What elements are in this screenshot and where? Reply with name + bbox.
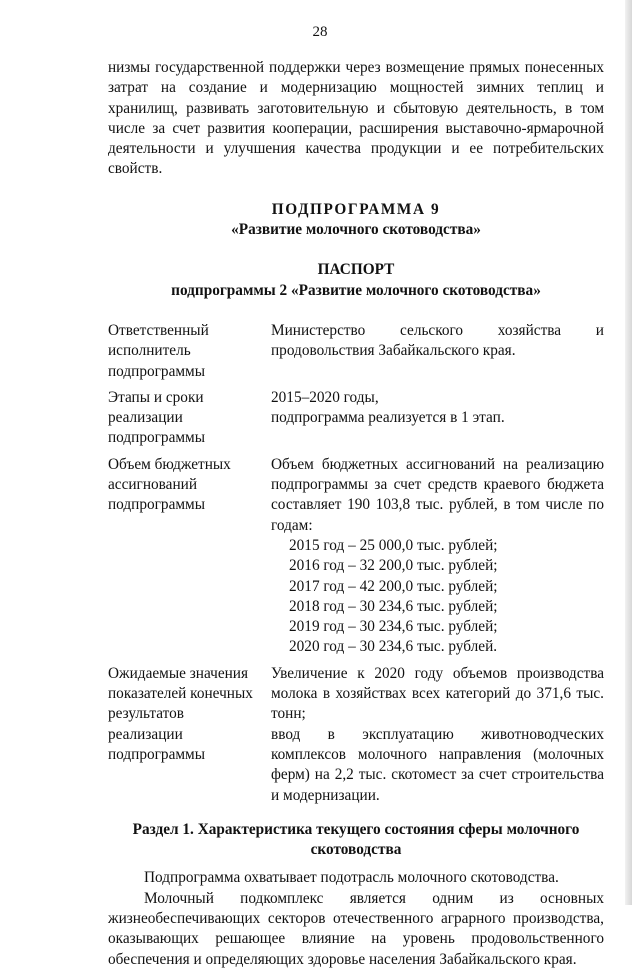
passport-value-line: подпрограмма реализуется в 1 этап. (271, 409, 505, 427)
section-1-paragraph: Молочный подкомплекс является одним из основных жизнеобеспечивающих секторов отечественного аграрного производства, оказывающих решающее влияние на уровень продовольственного обеспечения и определяющих здоровье населения Забайкальского края. (108, 889, 604, 968)
passport-value-line: Увеличение к 2020 году объемов производства молока в хозяйствах всех категорий до 371,6 тыс. тонн; (271, 664, 604, 723)
passport-value-line: ввод в эксплуатацию животноводческих комплексов молочного направления (молочных ферм) на 2,2 тыс. скотомест за счет строительства и модернизации. (271, 725, 604, 804)
intro-paragraph: низмы государственной поддержки через возмещение прямых понесенных затрат на создание и модернизацию мощностей зимних теплиц и хранилищ, развивать заготовительную и сбытовую деятельность, в том числе за счет развития кооперации, расширения выставочно-ярмарочной деятельности и улучшения качества продукции и ее потребительских свойств. (108, 59, 604, 178)
budget-year-item: 2020 год – 30 234,6 тыс. рублей. (289, 638, 498, 656)
section-1-title: Раздел 1. Характеристика текущего состояния сферы молочного скотоводства (132, 820, 580, 859)
passport-value (271, 664, 604, 806)
passport-value-line: Министерство сельского хозяйства и продовольствия Забайкальского края. (271, 321, 604, 360)
page-edge-shadow (625, 0, 632, 905)
passport-value (271, 455, 604, 658)
passport-value-line: 2015–2020 годы, (271, 388, 379, 406)
passport-label: Ожидаемые значения показателей конечных результатов реализации подпрограммы (108, 664, 253, 763)
passport-label: Объем бюджетных ассигнований подпрограммы (108, 455, 231, 514)
passport-table (108, 321, 604, 806)
budget-by-year-list (271, 536, 604, 658)
budget-year-item: 2018 год – 30 234,6 тыс. рублей; (289, 597, 498, 615)
passport-row-stages (108, 388, 604, 449)
subprogram-subtitle: «Развитие молочного скотоводства» (231, 221, 481, 239)
budget-year-item: 2017 год – 42 200,0 тыс. рублей; (289, 577, 498, 595)
passport-title: ПАСПОРТ (317, 261, 395, 279)
page-number: 28 (312, 24, 328, 40)
budget-year-item: 2015 год – 25 000,0 тыс. рублей; (289, 536, 498, 554)
passport-label: Ответственный исполнитель подпрограммы (108, 321, 209, 380)
budget-year-item: 2019 год – 30 234,6 тыс. рублей; (289, 618, 498, 636)
passport-row-budget (108, 455, 604, 658)
passport-subtitle: подпрограммы 2 «Развитие молочного скотоводства» (171, 281, 541, 299)
passport-value (271, 388, 604, 449)
subprogram-title: ПОДПРОГРАММА 9 (271, 200, 441, 218)
section-1-paragraph: Подпрограмма охватывает подотрасль молочного скотоводства. (144, 869, 559, 887)
passport-value-line: Объем бюджетных ассигнований на реализацию подпрограммы за счет средств краевого бюджета составляет 190 103,8 тыс. рублей, в том числе по годам: (271, 455, 604, 534)
passport-value (271, 321, 604, 382)
document-body (108, 58, 604, 970)
passport-row-executor (108, 321, 604, 382)
passport-label: Этапы и сроки реализации подпрограммы (108, 388, 206, 447)
budget-year-item: 2016 год – 32 200,0 тыс. рублей; (289, 557, 498, 575)
passport-row-results (108, 664, 604, 806)
